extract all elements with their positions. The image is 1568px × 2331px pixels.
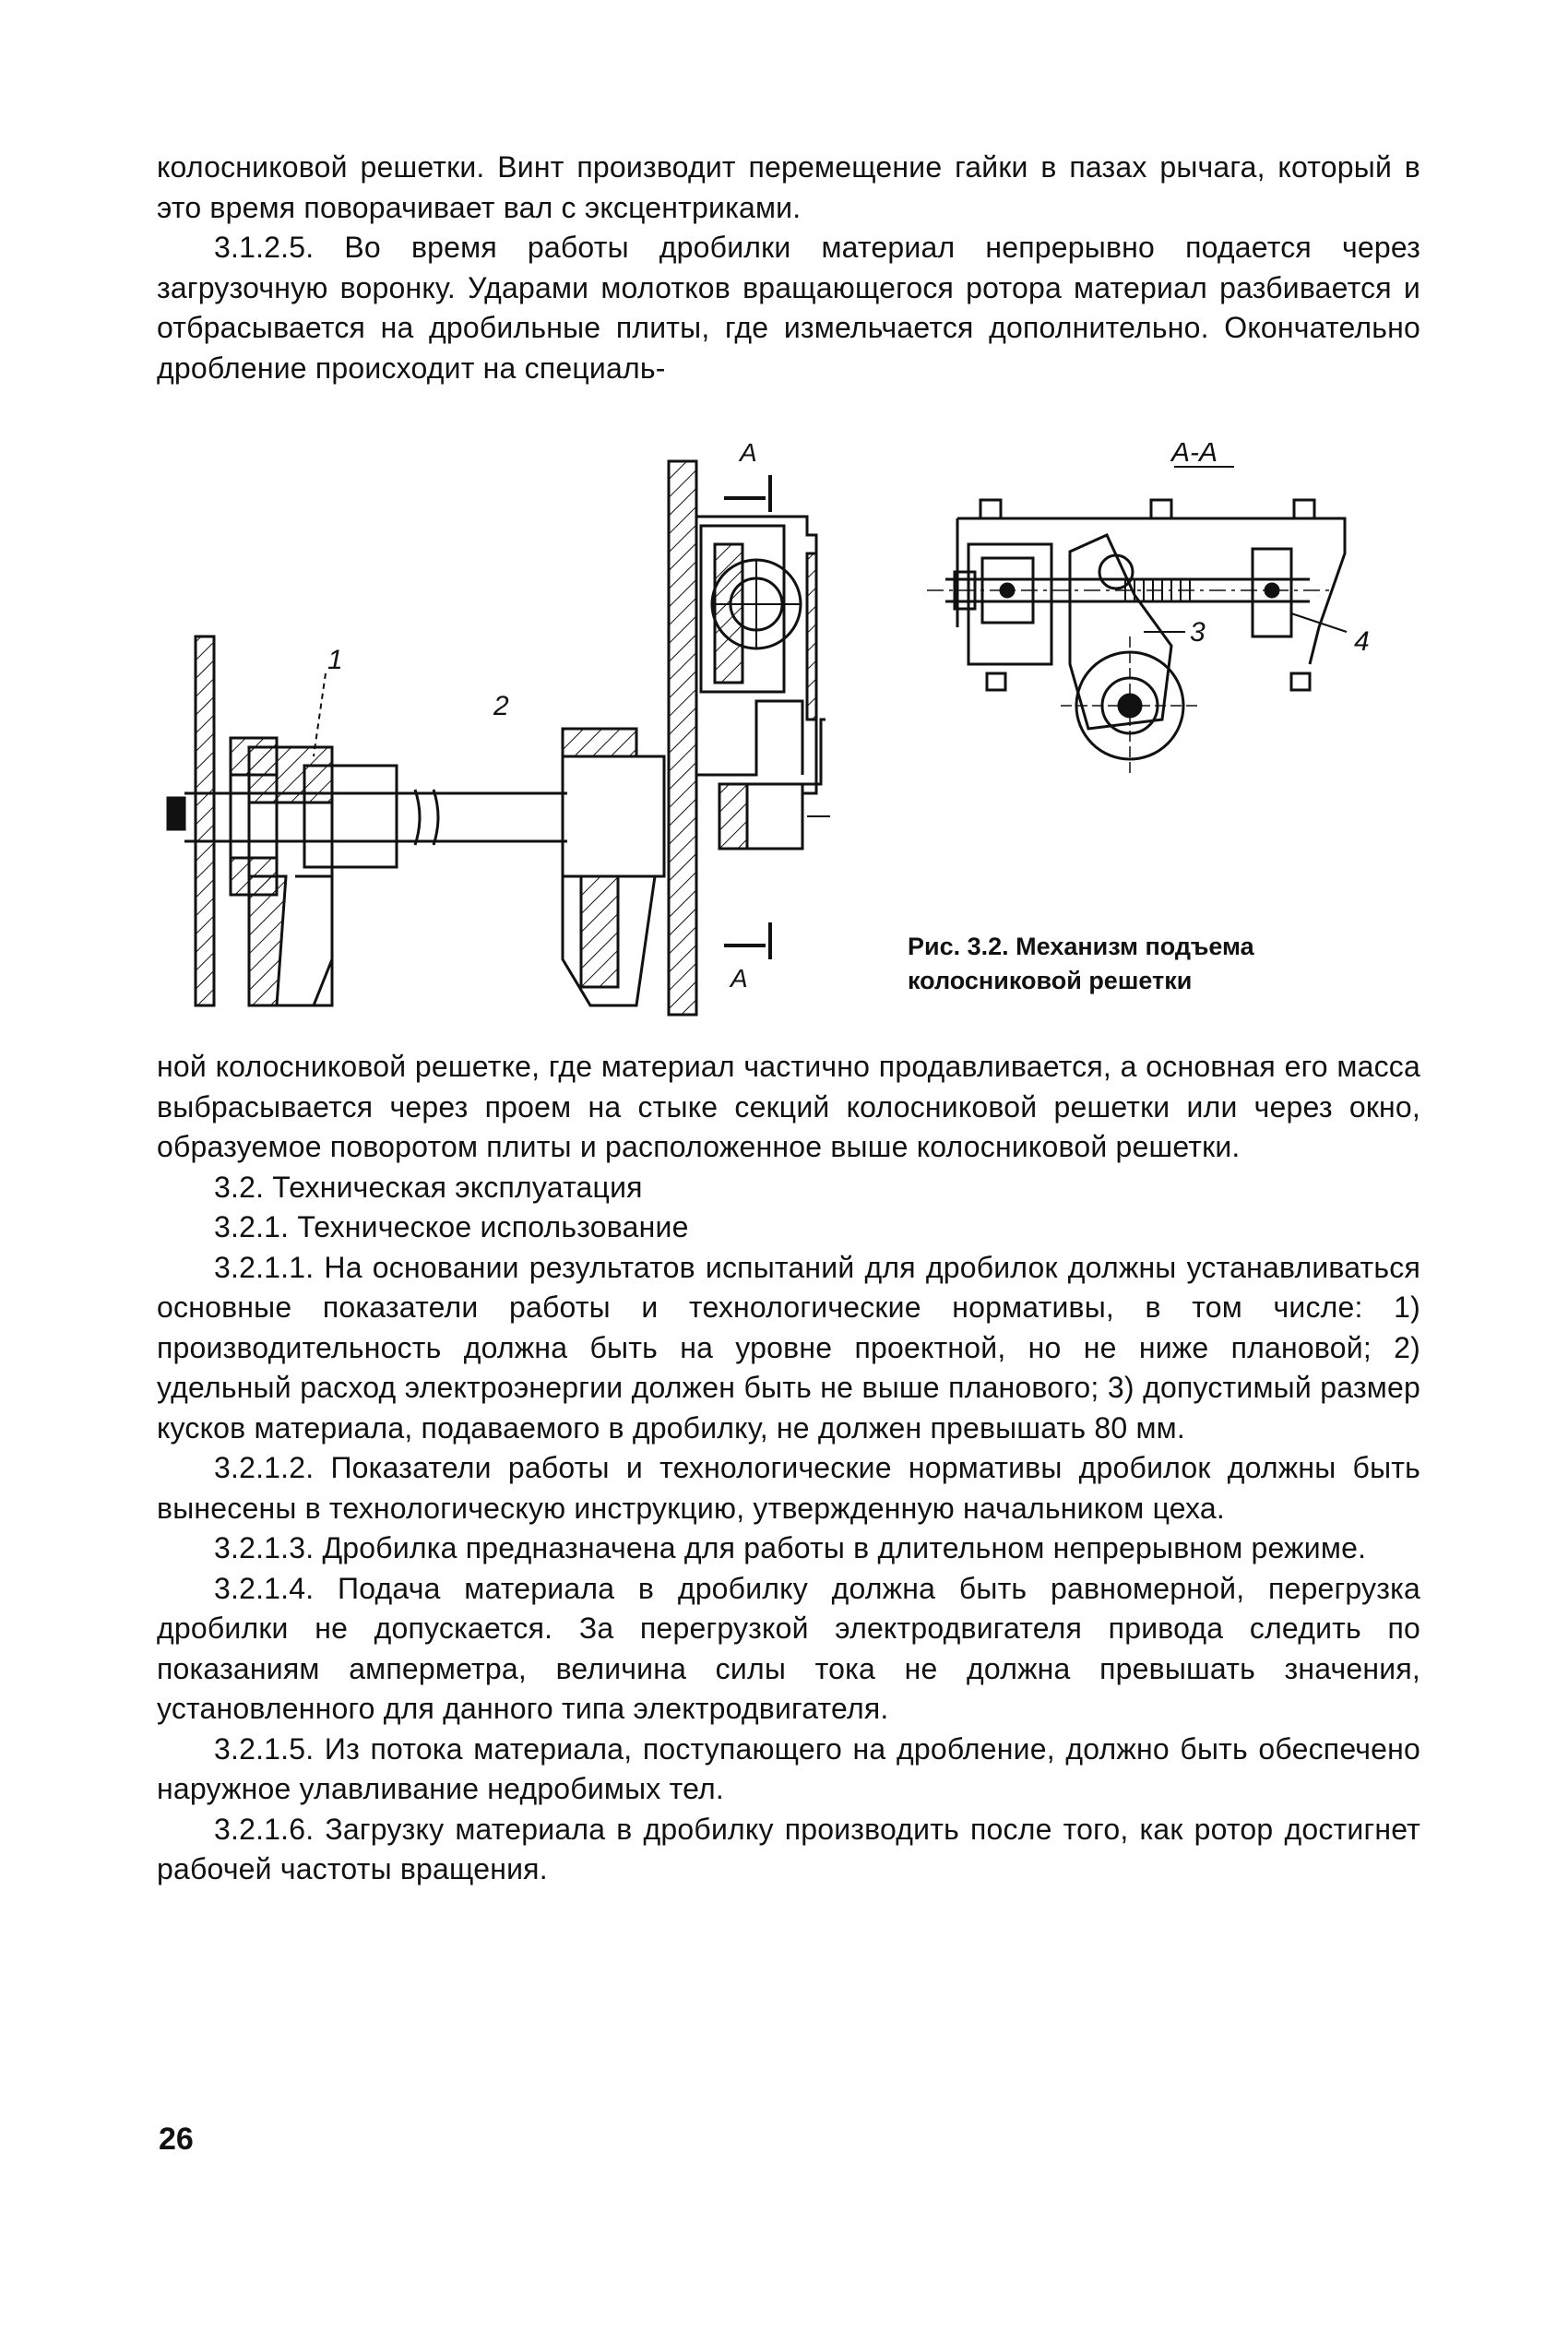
shaft-break [434, 790, 438, 845]
paragraph: 3.2.1.5. Из потока материала, поступающего на дробление, должно быть обеспечено наружное улавливание недробимых тел. [157, 1731, 1420, 1805]
section-arrow-top [724, 475, 770, 512]
bottom-text-block [157, 1047, 1420, 1890]
callout-2-label: 2 [493, 691, 509, 721]
bolt-head [980, 500, 1001, 518]
paragraph: 3.2.1.2. Показатели работы и технологические нормативы дробилок должны быть вынесены в технологическую инструкцию, утвержденную начальником цеха. [157, 1451, 1420, 1525]
bracket [802, 720, 826, 784]
paragraph: 3.2.1.6. Загрузку материала в дробилку производить после того, как ротор достигнет рабочей частоты вращения. [157, 1812, 1420, 1885]
paragraph: 3.1.2.5. Во время работы дробилки материал непрерывно подается через загрузочную воронку. Ударами молотков вращающегося ротора материал разбивается и отбрасывается на дробильные плиты, где измельчается дополнительно. Окончательно дробление происходит на специаль- [157, 231, 1420, 385]
section-label-bottom: A [731, 964, 748, 993]
right-hub-flange [563, 729, 636, 756]
subsection-heading: 3.2.1. Техническое использование [214, 1210, 689, 1243]
lever-taper [295, 876, 332, 1005]
section-heading: 3.2. Техническая эксплуатация [214, 1170, 643, 1204]
callout-4-label: 4 [1354, 626, 1370, 657]
section-view-title: A-A [1171, 443, 1218, 468]
paragraph: 3.2.1.4. Подача материала в дробилку должна быть равномерной, перегрузка дробилки не допускается. За перегрузкой электродвигателя привода следить по показаниям амперметра, величина силы тока не должна превышать значения, установленного для данного типа электродвигателя. [157, 1571, 1420, 1725]
frame-beam [957, 518, 1345, 664]
top-text-block [157, 148, 1420, 388]
right-pivot [1265, 584, 1278, 597]
section-label-top: A [740, 443, 757, 467]
callout-1-label: 1 [327, 645, 343, 675]
callout-1-leader [314, 673, 326, 756]
bolt-head [1291, 673, 1310, 690]
eccentric-centerline [1061, 636, 1199, 775]
lever-arm [249, 876, 286, 1005]
crusher-wall [669, 461, 696, 1015]
bolt-head [1294, 500, 1314, 518]
bolt-head [1151, 500, 1171, 518]
main-shaft [184, 793, 567, 841]
page-number: 26 [159, 2122, 194, 2157]
right-lever-hatched [581, 876, 618, 987]
callout-3-label: 3 [1190, 617, 1206, 648]
shaft-break [415, 790, 420, 845]
paragraph: 3.2.1.1. На основании результатов испытаний для дробилок должны устанавливаться основные показатели работы и технологические нормативы, в том числе: 1) производительность должна быть на уровне проектной, но не ниже плановой; 2) удельный расход электроэнергии должен быть не выше планового; 3) допустимый размер кусков материала, подаваемого в дробилку, не должен превышать 80 мм. [157, 1250, 1420, 1445]
shaft-end-nut [168, 798, 184, 829]
housing-outline [696, 517, 802, 775]
figure-caption: Рис. 3.2. Механизм подъема колосниковой решетки [908, 933, 1254, 994]
lever-top-pin [1099, 555, 1133, 589]
paragraph: 3.2.1.3. Дробилка предназначена для работы в длительном непрерывном режиме. [214, 1531, 1367, 1564]
bolt-head [987, 673, 1005, 690]
cover-plate [807, 553, 816, 720]
nut-hatched [719, 784, 747, 849]
paragraph: колосниковой решетки. Винт производит перемещение гайки в пазах рычага, который в это время поворачивает вал с эксцентриками. [157, 150, 1420, 224]
shaft-assembly-view [168, 461, 830, 1015]
left-frame-wall [196, 636, 214, 1005]
right-hub [563, 756, 664, 876]
paragraph: ной колосниковой решетке, где материал частично продавливается, а основная его масса выбрасывается через проем на стыке секций колосниковой решетки или через окно, образуемое поворотом плиты и расположенное выше колосниковой решетки. [157, 1050, 1420, 1163]
section-a-a-view [927, 467, 1347, 775]
section-arrow-bottom [724, 922, 770, 959]
